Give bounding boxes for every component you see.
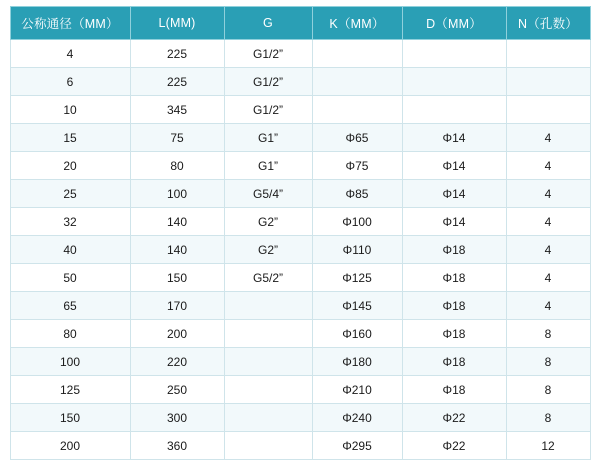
table-row bbox=[10, 376, 590, 404]
cell-hole-count bbox=[506, 68, 590, 96]
column-header-d: D（MM） bbox=[402, 7, 506, 40]
cell-d bbox=[402, 68, 506, 96]
cell-length: 80 bbox=[130, 152, 224, 180]
cell-k: Φ65 bbox=[312, 124, 402, 152]
cell-hole-count: 8 bbox=[506, 404, 590, 432]
table-row bbox=[10, 180, 590, 208]
cell-length: 100 bbox=[130, 180, 224, 208]
cell-d: Φ14 bbox=[402, 152, 506, 180]
cell-d: Φ18 bbox=[402, 376, 506, 404]
cell-length: 200 bbox=[130, 320, 224, 348]
cell-thread: G1” bbox=[224, 152, 312, 180]
cell-thread bbox=[224, 292, 312, 320]
cell-thread bbox=[224, 404, 312, 432]
cell-nominal-diameter: 200 bbox=[10, 432, 130, 460]
cell-hole-count bbox=[506, 96, 590, 124]
table-row bbox=[10, 292, 590, 320]
cell-d bbox=[402, 40, 506, 68]
cell-k: Φ75 bbox=[312, 152, 402, 180]
cell-length: 300 bbox=[130, 404, 224, 432]
cell-hole-count: 8 bbox=[506, 348, 590, 376]
table-row bbox=[10, 68, 590, 96]
table-row bbox=[10, 40, 590, 68]
table-row bbox=[10, 208, 590, 236]
cell-k: Φ100 bbox=[312, 208, 402, 236]
column-header-hole-count: N（孔数） bbox=[506, 7, 590, 40]
cell-thread: G1/2” bbox=[224, 68, 312, 96]
cell-k bbox=[312, 68, 402, 96]
cell-k: Φ85 bbox=[312, 180, 402, 208]
cell-length: 75 bbox=[130, 124, 224, 152]
cell-d: Φ22 bbox=[402, 432, 506, 460]
cell-d: Φ18 bbox=[402, 292, 506, 320]
cell-nominal-diameter: 25 bbox=[10, 180, 130, 208]
cell-nominal-diameter: 100 bbox=[10, 348, 130, 376]
cell-hole-count: 8 bbox=[506, 320, 590, 348]
cell-k: Φ180 bbox=[312, 348, 402, 376]
cell-d: Φ14 bbox=[402, 208, 506, 236]
cell-nominal-diameter: 32 bbox=[10, 208, 130, 236]
cell-thread: G1/2” bbox=[224, 96, 312, 124]
cell-length: 345 bbox=[130, 96, 224, 124]
table-row bbox=[10, 348, 590, 376]
cell-k: Φ160 bbox=[312, 320, 402, 348]
cell-k: Φ110 bbox=[312, 236, 402, 264]
cell-hole-count: 12 bbox=[506, 432, 590, 460]
cell-length: 225 bbox=[130, 40, 224, 68]
cell-k: Φ240 bbox=[312, 404, 402, 432]
cell-length: 140 bbox=[130, 236, 224, 264]
cell-thread bbox=[224, 348, 312, 376]
table-row bbox=[10, 432, 590, 460]
cell-k bbox=[312, 40, 402, 68]
cell-d: Φ22 bbox=[402, 404, 506, 432]
cell-length: 140 bbox=[130, 208, 224, 236]
cell-d: Φ18 bbox=[402, 264, 506, 292]
column-header-length: L(MM) bbox=[130, 7, 224, 40]
cell-thread: G5/4” bbox=[224, 180, 312, 208]
table-header-row bbox=[10, 7, 590, 40]
cell-nominal-diameter: 80 bbox=[10, 320, 130, 348]
cell-thread bbox=[224, 376, 312, 404]
column-header-k: K（MM） bbox=[312, 7, 402, 40]
cell-nominal-diameter: 20 bbox=[10, 152, 130, 180]
table-body bbox=[10, 40, 590, 460]
cell-length: 170 bbox=[130, 292, 224, 320]
cell-nominal-diameter: 6 bbox=[10, 68, 130, 96]
cell-nominal-diameter: 150 bbox=[10, 404, 130, 432]
cell-length: 250 bbox=[130, 376, 224, 404]
cell-thread bbox=[224, 432, 312, 460]
table-row bbox=[10, 96, 590, 124]
cell-thread: G1” bbox=[224, 124, 312, 152]
cell-thread: G2” bbox=[224, 236, 312, 264]
table-header bbox=[10, 7, 590, 40]
cell-thread: G2” bbox=[224, 208, 312, 236]
table-row bbox=[10, 152, 590, 180]
cell-k: Φ125 bbox=[312, 264, 402, 292]
cell-length: 150 bbox=[130, 264, 224, 292]
cell-nominal-diameter: 65 bbox=[10, 292, 130, 320]
cell-length: 220 bbox=[130, 348, 224, 376]
cell-hole-count: 4 bbox=[506, 264, 590, 292]
cell-hole-count bbox=[506, 40, 590, 68]
cell-length: 225 bbox=[130, 68, 224, 96]
cell-thread bbox=[224, 320, 312, 348]
cell-nominal-diameter: 15 bbox=[10, 124, 130, 152]
cell-thread: G1/2” bbox=[224, 40, 312, 68]
cell-nominal-diameter: 40 bbox=[10, 236, 130, 264]
column-header-nominal-diameter: 公称通径（MM） bbox=[10, 7, 130, 40]
cell-k: Φ145 bbox=[312, 292, 402, 320]
table-row bbox=[10, 404, 590, 432]
cell-hole-count: 4 bbox=[506, 292, 590, 320]
cell-k: Φ295 bbox=[312, 432, 402, 460]
specification-table bbox=[10, 6, 591, 460]
cell-nominal-diameter: 4 bbox=[10, 40, 130, 68]
cell-nominal-diameter: 10 bbox=[10, 96, 130, 124]
cell-k bbox=[312, 96, 402, 124]
cell-hole-count: 4 bbox=[506, 124, 590, 152]
table-row bbox=[10, 264, 590, 292]
table-row bbox=[10, 124, 590, 152]
cell-d: Φ18 bbox=[402, 348, 506, 376]
cell-d: Φ14 bbox=[402, 124, 506, 152]
cell-length: 360 bbox=[130, 432, 224, 460]
cell-nominal-diameter: 125 bbox=[10, 376, 130, 404]
cell-d bbox=[402, 96, 506, 124]
cell-thread: G5/2” bbox=[224, 264, 312, 292]
cell-nominal-diameter: 50 bbox=[10, 264, 130, 292]
cell-d: Φ14 bbox=[402, 180, 506, 208]
cell-k: Φ210 bbox=[312, 376, 402, 404]
cell-d: Φ18 bbox=[402, 236, 506, 264]
cell-hole-count: 4 bbox=[506, 208, 590, 236]
cell-hole-count: 4 bbox=[506, 236, 590, 264]
cell-hole-count: 4 bbox=[506, 152, 590, 180]
cell-hole-count: 8 bbox=[506, 376, 590, 404]
cell-d: Φ18 bbox=[402, 320, 506, 348]
table-row bbox=[10, 320, 590, 348]
table-row bbox=[10, 236, 590, 264]
column-header-thread: G bbox=[224, 7, 312, 40]
cell-hole-count: 4 bbox=[506, 180, 590, 208]
